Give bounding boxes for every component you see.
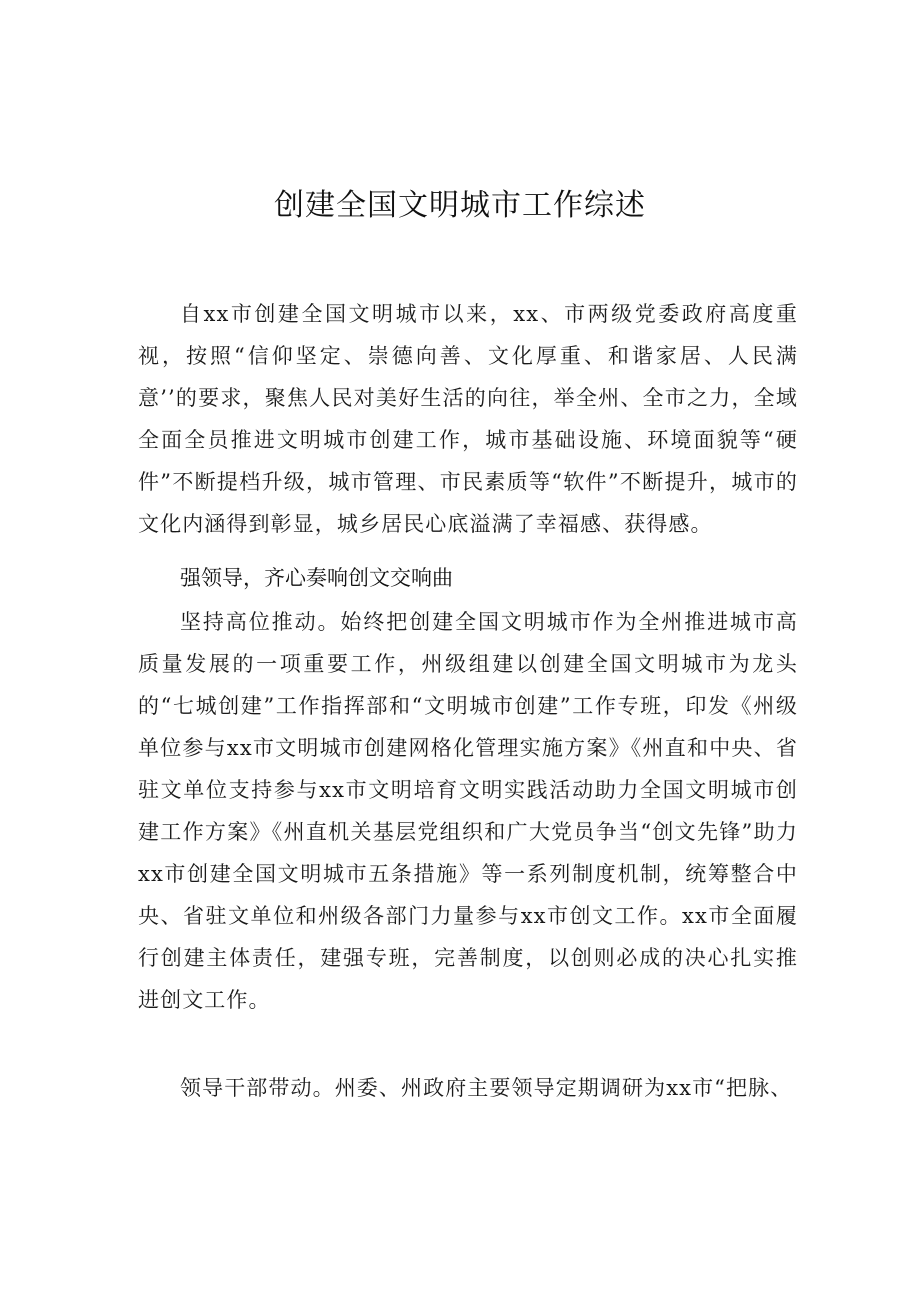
body-paragraph: 领导干部带动。州委、州政府主要领导定期调研为xx市“把脉、 bbox=[180, 1076, 793, 1100]
section-heading: 强领导，齐心奏响创文交响曲 bbox=[180, 566, 453, 590]
intro-paragraph: 自xx市创建全国文明城市以来，xx、市两级党委政府高度重视，按照“信仰坚定、崇德向善、文化厚重、和谐家居、人民满意’’的要求，聚焦人民对美好生活的向往，举全州、全市之力，全域全面全员推进文明城市创建工作，城市基础设施、环境面貌等“硬件”不断提档升级，城市管理、市民素质等“软件”不断提升，城市的文化内涵得到彰显，城乡居民心底溢满了幸福感、获得感。 bbox=[138, 302, 798, 536]
body-paragraph: 坚持高位推动。始终把创建全国文明城市作为全州推进城市高质量发展的一项重要工作，州级组建以创建全国文明城市为龙头的“七城创建”工作指挥部和“文明城市创建”工作专班，印发《州级单位参与xx市文明城市创建网格化管理实施方案》《州直和中央、省驻文单位支持参与xx市文明培育文明实践活动助力全国文明城市创建工作方案》《州直机关基层党组织和广大党员争当“创文先锋”助力xx市创建全国文明城市五条措施》等一系列制度机制，统筹整合中央、省驻文单位和州级各部门力量参与xx市创文工作。xx市全面履行创建主体责任，建强专班，完善制度，以创则必成的决心扎实推进创文工作。 bbox=[138, 610, 798, 1012]
document-title: 创建全国文明城市工作综述 bbox=[274, 188, 646, 223]
